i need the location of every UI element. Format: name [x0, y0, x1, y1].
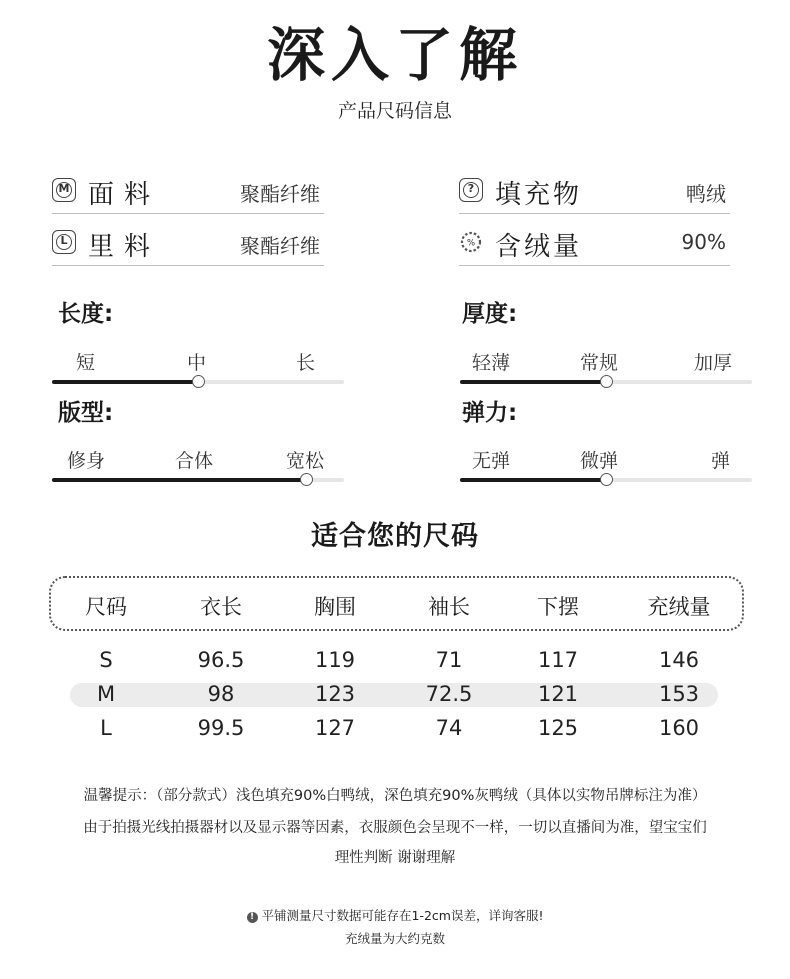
length-option-medium: 中 — [187, 352, 207, 374]
measurement-note — [0, 906, 790, 924]
thickness-option-regular: 常规 — [580, 352, 619, 374]
table-cell: S — [99, 648, 113, 672]
warning-icon: ! — [247, 912, 258, 923]
attribute-value: 聚酯纤维 — [240, 182, 320, 206]
fit-option-loose: 宽松 — [286, 450, 325, 472]
attribute-value: 90% — [681, 230, 726, 254]
page-title: 深入了解 — [266, 21, 523, 89]
scale-fill — [52, 478, 306, 482]
scale-knob — [300, 473, 313, 486]
l-box-icon: L — [52, 230, 76, 254]
attribute-lining — [52, 226, 324, 266]
tips-line-3: 理性判断 谢谢理解 — [334, 850, 456, 866]
table-cell: 121 — [537, 682, 579, 706]
table-cell: 160 — [658, 716, 700, 740]
table-cell: M — [96, 682, 116, 706]
column-header-chest: 胸围 — [314, 595, 356, 619]
table-cell: 74 — [435, 716, 463, 740]
size-table-heading: 适合您的尺码 — [311, 521, 479, 552]
column-header-size: 尺码 — [85, 595, 127, 619]
thickness-scale — [460, 348, 752, 390]
table-cell: 117 — [537, 648, 579, 672]
scale-knob — [600, 473, 613, 486]
scale-fill — [460, 478, 606, 482]
attribute-name: 填充物 — [495, 180, 583, 210]
table-cell: 123 — [314, 682, 356, 706]
attribute-name: 含绒量 — [495, 232, 583, 262]
column-header-hem: 下摆 — [537, 595, 579, 619]
elasticity-option-stretch: 弹 — [711, 450, 731, 472]
table-cell: 146 — [658, 648, 700, 672]
attribute-fabric — [52, 174, 324, 214]
measurement-note-text: 平铺测量尺寸数据可能存在1-2cm误差，详询客服! — [261, 908, 544, 923]
scale-fill — [460, 380, 606, 384]
svg-text:%: % — [466, 238, 476, 249]
length-label: 长度: — [58, 301, 114, 327]
fit-option-regular: 合体 — [175, 450, 214, 472]
fit-label: 版型: — [58, 400, 114, 426]
fit-option-slim: 修身 — [67, 450, 106, 472]
percent-ring-icon — [459, 230, 483, 254]
down-weight-note: 充绒量为大约克数 — [344, 931, 445, 946]
elasticity-label: 弹力: — [462, 400, 518, 426]
question-box-icon: ? — [459, 178, 483, 202]
table-cell: 96.5 — [197, 648, 245, 672]
scale-fill — [52, 380, 198, 384]
elasticity-scale — [460, 446, 752, 488]
length-option-short: 短 — [76, 352, 96, 374]
page-subtitle: 产品尺码信息 — [337, 100, 452, 122]
tips-line-1: 温馨提示：（部分款式）浅色填充90%白鸭绒，深色填充90%灰鸭绒（具体以实物吊牌标注为准） — [83, 788, 707, 804]
table-cell: 153 — [658, 682, 700, 706]
attribute-down-content — [459, 226, 730, 266]
attribute-filling — [459, 174, 730, 214]
attribute-name: 面料 — [88, 180, 161, 210]
table-cell: 127 — [314, 716, 356, 740]
attribute-value: 鸭绒 — [686, 182, 726, 206]
thickness-option-thin: 轻薄 — [472, 352, 511, 374]
thickness-label: 厚度: — [462, 301, 518, 327]
table-cell: 72.5 — [425, 682, 473, 706]
attribute-name: 里料 — [88, 232, 161, 262]
table-cell: 125 — [537, 716, 579, 740]
table-cell: 119 — [314, 648, 356, 672]
length-scale — [52, 348, 344, 390]
column-header-sleeve: 袖长 — [428, 595, 470, 619]
tips-line-2: 由于拍摄光线拍摄器材以及显示器等因素，衣服颜色会呈现不一样，一切以直播间为准，望宝宝们 — [83, 820, 707, 836]
fit-scale — [52, 446, 344, 488]
m-box-icon: M — [52, 178, 76, 202]
table-cell: L — [100, 716, 112, 740]
length-option-long: 长 — [296, 352, 316, 374]
column-header-down-weight: 充绒量 — [647, 595, 711, 619]
column-header-length: 衣长 — [200, 595, 242, 619]
elasticity-option-none: 无弹 — [472, 450, 511, 472]
table-cell: 98 — [207, 682, 235, 706]
scale-knob — [192, 375, 205, 388]
attribute-value: 聚酯纤维 — [240, 234, 320, 258]
scale-knob — [600, 375, 613, 388]
thickness-option-thick: 加厚 — [694, 352, 733, 374]
table-cell: 99.5 — [197, 716, 245, 740]
table-cell: 71 — [435, 648, 463, 672]
elasticity-option-slight: 微弹 — [580, 450, 619, 472]
